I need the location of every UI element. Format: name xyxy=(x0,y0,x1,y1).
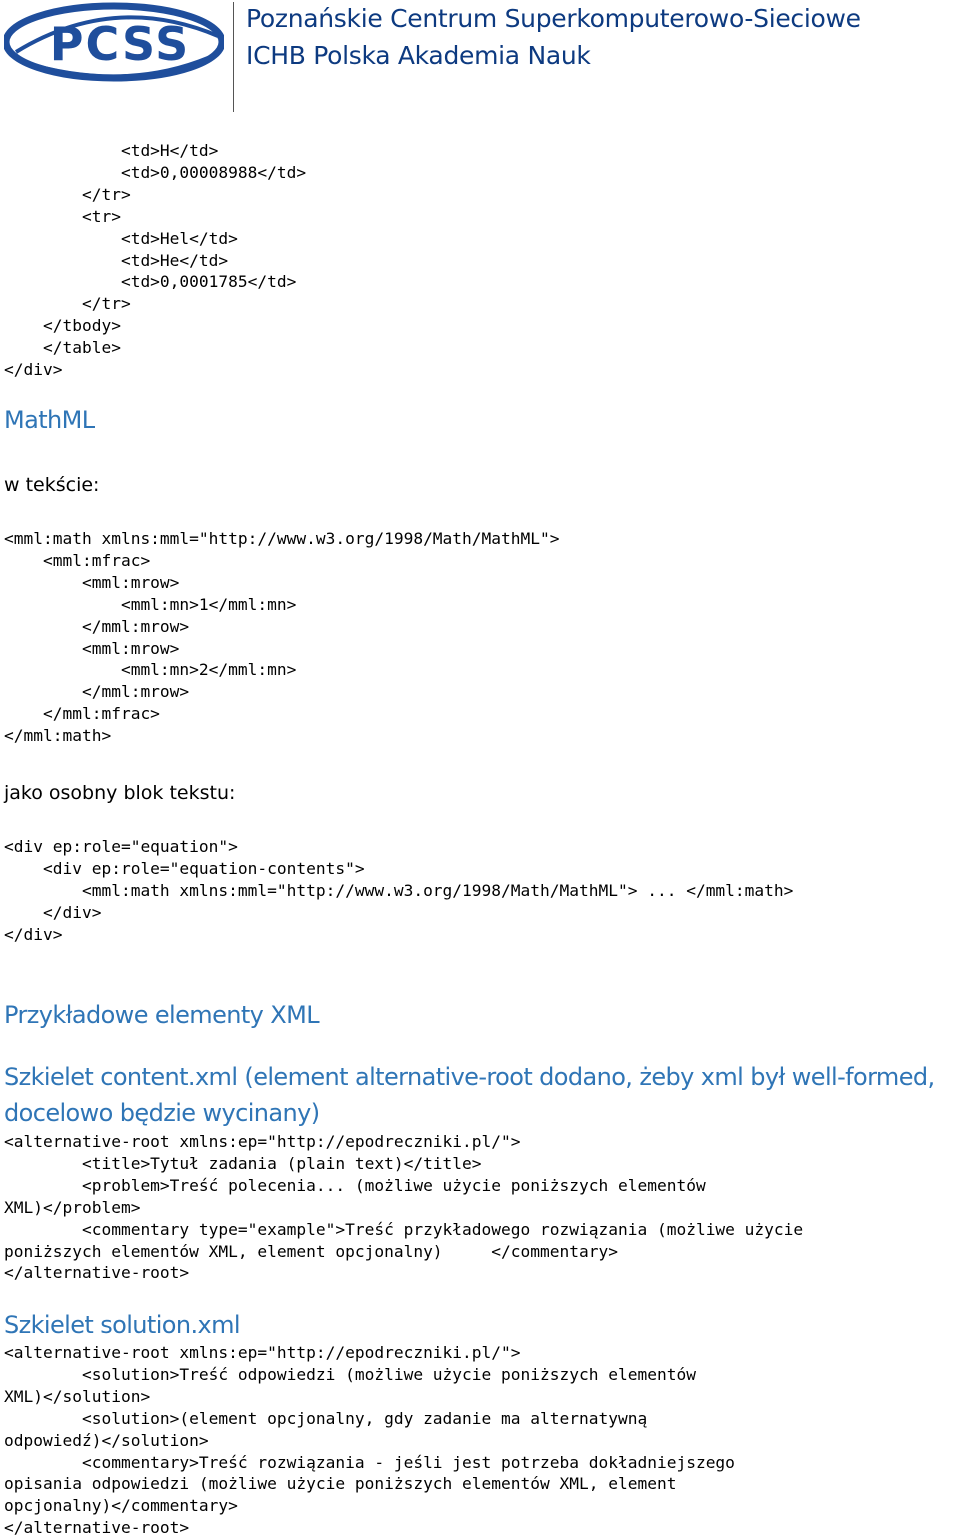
solution-xml-heading: Szkielet solution.xml xyxy=(4,1311,240,1339)
content-xml-heading: Szkielet content.xml (element alternative-root dodano, żeby xml był well-formed, docelowo będzie wycinany) xyxy=(4,1063,935,1127)
code-mathml-inline: <mml:math xmlns:mml="http://www.w3.org/1998/Math/MathML"> <mml:mfrac> <mml:mrow> <mml:mn>1</mml:mn> </mml:mrow> <mml:mrow> <mml:mn>2</mml:mn> </mml:mrow> </mml:mfrac> </mml:math> xyxy=(4,529,560,746)
inline-label: w tekście: xyxy=(4,474,100,496)
pcss-logo xyxy=(4,2,224,82)
code-table-end: <td>H</td> <td>0,00008988</td> </tr> <tr> <td>Hel</td> <td>He</td> <td>0,0001785</td> </tr> </tbody> </table> </div> xyxy=(4,141,307,380)
block-label: jako osobny blok tekstu: xyxy=(4,782,236,804)
code-solution-xml: <alternative-root xmlns:ep="http://epodreczniki.pl/"> <solution>Treść odpowiedzi (możliwe użycie poniższych elementów XML)</solution> <solution>(element opcjonalny, gdy zadanie ma alternatywną odpowiedź)</solution> <commentary>Treść rozwiązania - jeśli jest potrzeba dokładniejszego opisania odpowiedzi (możliwe użycie poniższych elementów XML, element opcjonalny)</commentary> </alternative-root> xyxy=(4,1343,735,1538)
institute-name: ICHB Polska Akademia Nauk xyxy=(246,41,591,70)
organization-name: Poznańskie Centrum Superkomputerowo-Sieciowe xyxy=(246,4,861,33)
mathml-heading: MathML xyxy=(4,406,95,434)
logo-lettering: PCSS xyxy=(49,17,191,71)
code-content-xml: <alternative-root xmlns:ep="http://epodreczniki.pl/"> <title>Tytuł zadania (plain text)</title> <problem>Treść polecenia... (możliwe użycie poniższych elementów XML)</problem> <commentary type="example">Treść przykładowego rozwiązania (możliwe użycie poniższych elementów XML, element opcjonalny) </commentary> </alternative-root> xyxy=(4,1132,804,1283)
header-divider xyxy=(233,2,234,112)
page-header xyxy=(0,0,960,115)
xml-elements-heading: Przykładowe elementy XML xyxy=(4,1001,320,1029)
code-mathml-block: <div ep:role="equation"> <div ep:role="equation-contents"> <mml:math xmlns:mml="http://www.w3.org/1998/Math/MathML"> ... </mml:math> </div> </div> xyxy=(4,837,794,944)
